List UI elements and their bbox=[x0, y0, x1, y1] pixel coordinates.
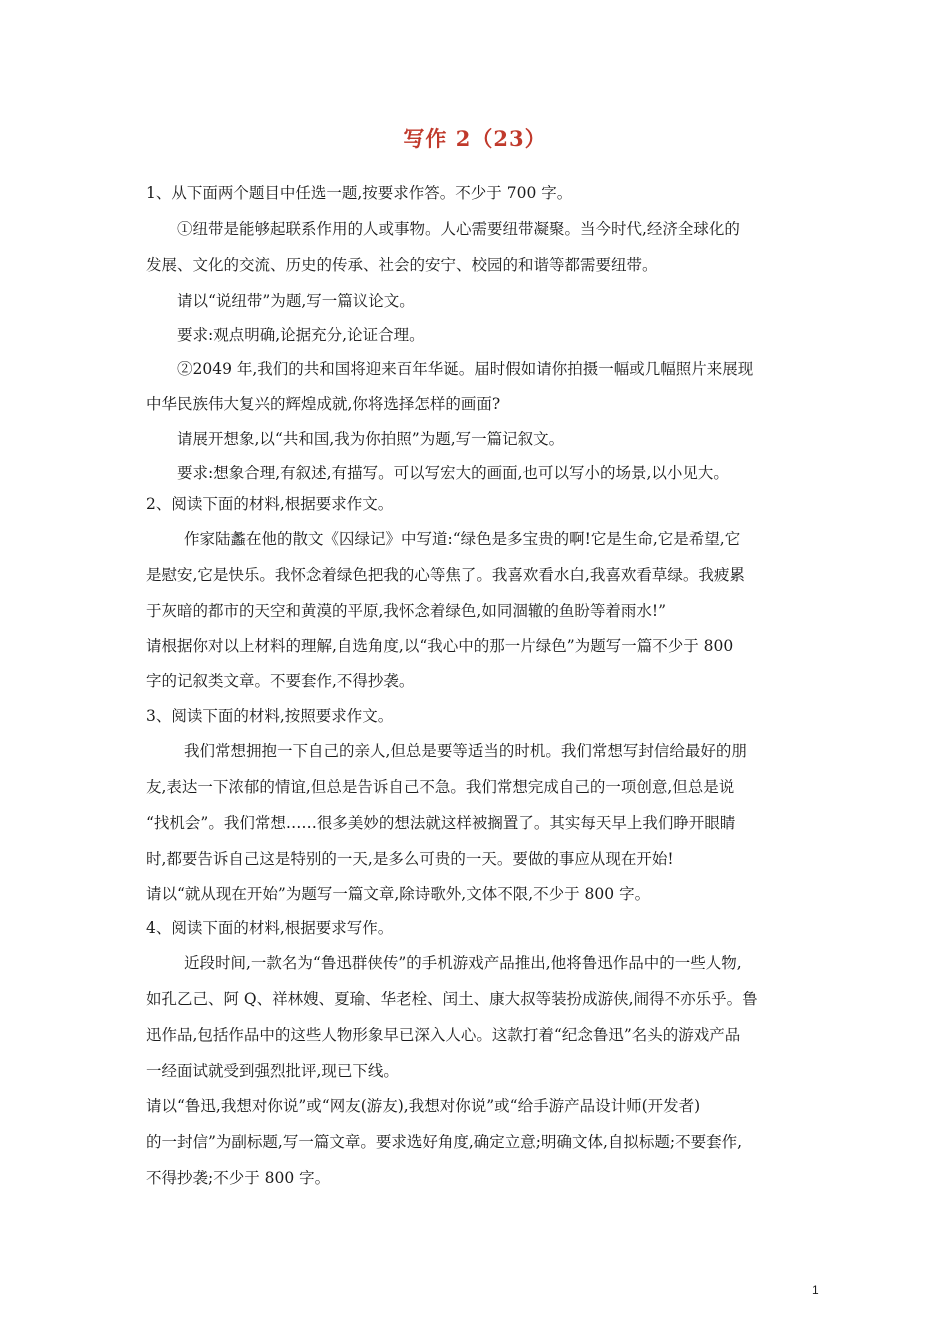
question-1-line: ②2049 年,我们的共和国将迎来百年华诞。届时假如请你拍摄一幅或几幅照片来展现 bbox=[177, 360, 754, 378]
question-2-line: 字的记叙类文章。不要套作,不得抄袭。 bbox=[146, 672, 415, 690]
question-1-line: 发展、文化的交流、历史的传承、社会的安宁、校园的和谐等都需要纽带。 bbox=[146, 256, 658, 274]
question-1-line: 要求:想象合理,有叙述,有描写。可以写宏大的画面,也可以写小的场景,以小见大。 bbox=[177, 464, 729, 482]
question-3-line: 时,都要告诉自己这是特别的一天,是多么可贵的一天。要做的事应从现在开始! bbox=[146, 850, 674, 868]
question-4-line: 4、阅读下面的材料,根据要求写作。 bbox=[146, 919, 394, 937]
question-3-line: 请以“就从现在开始”为题写一篇文章,除诗歌外,文体不限,不少于 800 字。 bbox=[146, 885, 651, 903]
question-4-line: 的一封信”为副标题,写一篇文章。要求选好角度,确定立意;明确文体,自拟标题;不要套作, bbox=[146, 1133, 743, 1151]
question-4-line: 迅作品,包括作品中的这些人物形象早已深入人心。这款打着“纪念鲁迅”名头的游戏产品 bbox=[146, 1026, 741, 1044]
question-2-line: 是慰安,它是快乐。我怀念着绿色把我的心等焦了。我喜欢看水白,我喜欢看草绿。我疲累 bbox=[146, 566, 745, 584]
question-3-line: “找机会”。我们常想……很多美妙的想法就这样被搁置了。其实每天早上我们睁开眼睛 bbox=[146, 814, 736, 832]
question-1-line: 请展开想象,以“共和国,我为你拍照”为题,写一篇记叙文。 bbox=[177, 430, 565, 448]
question-3-line: 我们常想拥抱一下自己的亲人,但总是要等适当的时机。我们常想写封信给最好的朋 bbox=[184, 742, 747, 760]
question-3-line: 3、阅读下面的材料,按照要求作文。 bbox=[146, 707, 394, 725]
question-1-line: 要求:观点明确,论据充分,论证合理。 bbox=[177, 326, 425, 344]
question-1-line: 1、从下面两个题目中任选一题,按要求作答。不少于 700 字。 bbox=[146, 184, 573, 202]
question-4-line: 如孔乙己、阿 Q、祥林嫂、夏瑜、华老栓、闰土、康大叔等装扮成游侠,闹得不亦乐乎。鲁 bbox=[146, 990, 758, 1008]
question-3-line: 友,表达一下浓郁的情谊,但总是告诉自己不急。我们常想完成自己的一项创意,但总是说 bbox=[146, 778, 735, 796]
page-number: 1 bbox=[812, 1283, 819, 1297]
question-2-line: 2、阅读下面的材料,根据要求作文。 bbox=[146, 495, 394, 513]
question-1-line: 请以“说纽带”为题,写一篇议论文。 bbox=[177, 292, 415, 310]
question-4-line: 近段时间,一款名为“鲁迅群侠传”的手机游戏产品推出,他将鲁迅作品中的一些人物, bbox=[184, 954, 742, 972]
page-title: 写作 2（23） bbox=[403, 126, 547, 151]
question-4-line: 请以“鲁迅,我想对你说”或“网友(游友),我想对你说”或“给手游产品设计师(开发者) bbox=[146, 1097, 701, 1115]
question-1-line: ①纽带是能够起联系作用的人或事物。人心需要纽带凝聚。当今时代,经济全球化的 bbox=[177, 220, 740, 238]
question-2-line: 请根据你对以上材料的理解,自选角度,以“我心中的那一片绿色”为题写一篇不少于 800 bbox=[146, 637, 734, 655]
question-4-line: 不得抄袭;不少于 800 字。 bbox=[146, 1169, 331, 1187]
question-1-line: 中华民族伟大复兴的辉煌成就,你将选择怎样的画面? bbox=[146, 395, 501, 413]
question-2-line: 作家陆蠡在他的散文《囚绿记》中写道:“绿色是多宝贵的啊!它是生命,它是希望,它 bbox=[184, 530, 741, 548]
question-2-line: 于灰暗的都市的天空和黄漠的平原,我怀念着绿色,如同涸辙的鱼盼等着雨水!” bbox=[146, 602, 667, 620]
question-4-line: 一经面试就受到强烈批评,现已下线。 bbox=[146, 1062, 399, 1080]
